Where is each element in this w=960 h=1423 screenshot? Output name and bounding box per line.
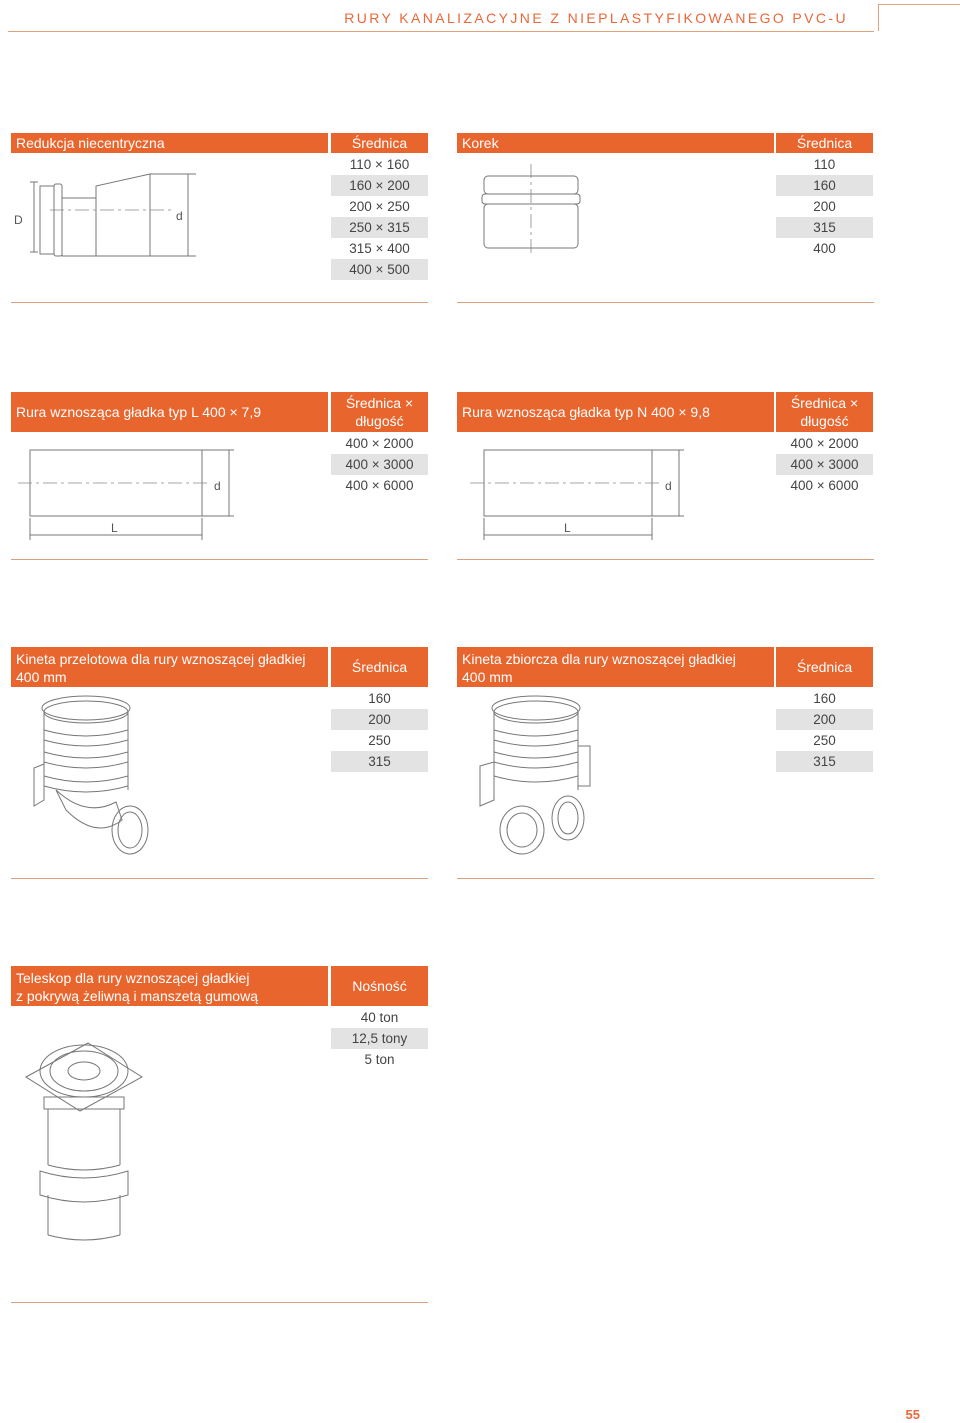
riser-n-table bbox=[776, 433, 873, 496]
table-row: 200 bbox=[776, 709, 873, 730]
table-row: 315 bbox=[776, 217, 873, 238]
riser-l-col-line1: Średnica × bbox=[345, 395, 414, 411]
kineta-z-col-header: Średnica bbox=[776, 647, 873, 687]
riser-l-col-header bbox=[331, 392, 428, 432]
table-row: 400 × 3000 bbox=[331, 454, 428, 475]
riser-l-drawing bbox=[0, 440, 250, 550]
telescope-col-header: Nośność bbox=[331, 966, 428, 1006]
table-row: 160 bbox=[813, 691, 836, 706]
section-divider bbox=[457, 302, 874, 303]
table-row: 250 bbox=[368, 733, 391, 748]
plug-table bbox=[776, 154, 873, 259]
section-divider bbox=[11, 1302, 428, 1303]
riser-n-title: Rura wznosząca gładka typ N 400 × 9,8 bbox=[457, 392, 774, 432]
riser-n-col-line1: Średnica × bbox=[790, 395, 859, 411]
table-row: 12,5 tony bbox=[331, 1028, 428, 1049]
kineta-z-title-line2: 400 mm bbox=[462, 669, 513, 685]
kineta-p-col-header: Średnica bbox=[331, 647, 428, 687]
table-row: 200 bbox=[813, 199, 836, 214]
kineta-z-title bbox=[457, 647, 774, 687]
dim-label-d: d bbox=[214, 479, 221, 493]
reduction-drawing bbox=[0, 160, 220, 270]
kineta-p-title-line1: Kineta przelotowa dla rury wznoszącej gładkiej bbox=[16, 651, 306, 667]
page-number: 55 bbox=[905, 1407, 920, 1422]
riser-l-title: Rura wznosząca gładka typ L 400 × 7,9 bbox=[11, 392, 328, 432]
riser-n-col-header bbox=[776, 392, 873, 432]
header-rule bbox=[8, 31, 874, 32]
kineta-p-drawing bbox=[26, 690, 156, 860]
table-row: 250 bbox=[813, 733, 836, 748]
table-row: 315 bbox=[776, 751, 873, 772]
table-row: 200 × 250 bbox=[349, 199, 410, 214]
table-row: 250 × 315 bbox=[331, 217, 428, 238]
dim-label-L: L bbox=[111, 521, 118, 535]
riser-l-table bbox=[331, 433, 428, 496]
kineta-p-title-line2: 400 mm bbox=[16, 669, 67, 685]
table-row: 160 bbox=[776, 175, 873, 196]
table-row: 400 × 2000 bbox=[790, 436, 859, 451]
table-row: 400 × 500 bbox=[331, 259, 428, 280]
dim-label-d: d bbox=[176, 209, 183, 223]
table-row: 40 ton bbox=[360, 1010, 399, 1025]
plug-col-header: Średnica bbox=[776, 133, 873, 153]
dim-label-L: L bbox=[564, 521, 571, 535]
table-row: 200 bbox=[331, 709, 428, 730]
telescope-drawing bbox=[18, 1035, 148, 1245]
kineta-z-drawing bbox=[474, 690, 604, 860]
kineta-z-table bbox=[776, 688, 873, 772]
table-row: 400 bbox=[813, 241, 836, 256]
plug-drawing bbox=[470, 160, 600, 260]
table-row: 400 × 6000 bbox=[345, 478, 414, 493]
table-row: 400 × 2000 bbox=[345, 436, 414, 451]
dim-label-D: D bbox=[14, 213, 23, 227]
dim-label-d: d bbox=[665, 479, 672, 493]
table-row: 400 × 6000 bbox=[790, 478, 859, 493]
reduction-table bbox=[331, 154, 428, 280]
table-row: 110 bbox=[813, 157, 836, 172]
telescope-table bbox=[331, 1007, 428, 1070]
plug-title: Korek bbox=[457, 133, 774, 153]
riser-n-drawing bbox=[460, 440, 710, 550]
section-divider bbox=[457, 878, 874, 879]
telescope-title-line1: Teleskop dla rury wznoszącej gładkiej bbox=[16, 970, 250, 986]
section-divider bbox=[11, 559, 428, 560]
kineta-p-title bbox=[11, 647, 328, 687]
kineta-p-table bbox=[331, 688, 428, 772]
section-divider bbox=[11, 878, 428, 879]
section-divider bbox=[457, 559, 874, 560]
running-header-title: RURY KANALIZACYJNE Z NIEPLASTYFIKOWANEGO PVC-U bbox=[344, 10, 848, 26]
riser-n-col-line2: długość bbox=[800, 413, 849, 429]
riser-l-col-line2: długość bbox=[355, 413, 404, 429]
table-row: 110 × 160 bbox=[349, 157, 410, 172]
telescope-title-line2: z pokrywą żeliwną i manszetą gumową bbox=[16, 988, 258, 1004]
table-row: 160 × 200 bbox=[331, 175, 428, 196]
kineta-z-title-line1: Kineta zbiorcza dla rury wznoszącej gładkiej bbox=[462, 651, 736, 667]
reduction-col-header: Średnica bbox=[331, 133, 428, 153]
table-row: 5 ton bbox=[364, 1052, 395, 1067]
header-tab-frame bbox=[878, 4, 960, 31]
table-row: 315 bbox=[331, 751, 428, 772]
table-row: 315 × 400 bbox=[349, 241, 410, 256]
table-row: 400 × 3000 bbox=[776, 454, 873, 475]
telescope-title bbox=[11, 966, 328, 1006]
section-divider bbox=[11, 302, 428, 303]
table-row: 160 bbox=[368, 691, 391, 706]
reduction-title: Redukcja niecentryczna bbox=[11, 133, 328, 153]
